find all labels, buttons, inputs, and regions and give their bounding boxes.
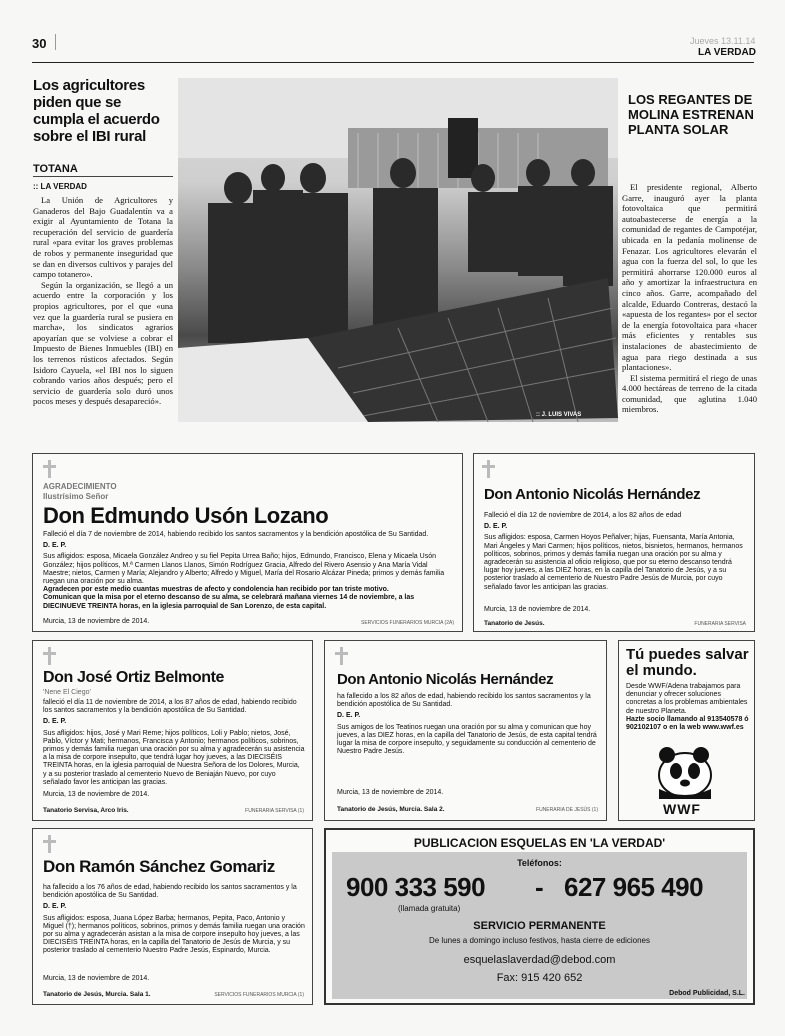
phone-free: 900 333 590 (346, 872, 486, 902)
obituary-death: Falleció el día 7 de noviembre de 2014, habiendo recibido los santos sacramentos y la bendición apostólica de Su Santidad. (43, 531, 429, 538)
publication-company: Debod Publicidad, S.L. (669, 990, 745, 997)
article1-byline: :: LA VERDAD (33, 182, 87, 191)
cross-icon (43, 647, 57, 665)
obituary-death: ha fallecido a los 82 años de edad, habiendo recibido los santos sacramentos y la bendición apostólica de Su Santidad. (337, 693, 591, 709)
obituary-text (43, 884, 305, 956)
publication-ad-title: PUBLICACION ESQUELAS EN 'LA VERDAD' (413, 836, 666, 850)
header-rule (32, 62, 754, 63)
contact-email: esquelaslaverdad@debod.com (463, 954, 616, 966)
publication-ad (324, 828, 755, 1005)
obituary-nickname: 'Nene El Ciego' (43, 689, 91, 696)
obituary-place-date: Murcia, 13 de noviembre de 2014. (484, 606, 591, 613)
obituary-name: Don Ramón Sánchez Gomariz (43, 857, 275, 876)
tanatorio: Tanatorio de Jesús. (484, 620, 545, 627)
article1-location-rule (33, 176, 173, 177)
obituary-dep: D. E. P. (337, 712, 361, 720)
cross-icon (43, 460, 57, 478)
obituary-dep: D. E. P. (43, 903, 67, 911)
free-call-note: (llamada gratuita) (398, 904, 461, 913)
panda-icon (649, 743, 719, 799)
funeral-home: SERVICIOS FUNERARIOS MURCIA (1) (214, 992, 304, 998)
obituary-dep: D. E. P. (43, 542, 67, 550)
wwf-title: Tú puedes salvar el mundo. (626, 646, 749, 679)
tanatorio: Tanatorio de Jesús, Murcia. Sala 1. (43, 991, 151, 998)
tanatorio: Tanatorio de Jesús, Murcia. Sala 2. (337, 806, 445, 813)
article2-body (622, 182, 757, 415)
wwf-member: Hazte socio llamando al 913540578 ó 902102107 o en la web www.wwf.es (626, 716, 749, 732)
wwf-body: Desde WWF/Adena trabajamos para denunciar y ofrecer soluciones concretas a los problemas ambientales de nuestro Planeta. (626, 683, 748, 715)
obituary-name: Don José Ortiz Belmonte (43, 669, 225, 686)
photo-credit: :: J. LUIS VIVAS (536, 412, 582, 418)
cross-icon (43, 835, 57, 853)
obituary-uson-lozano (32, 453, 463, 632)
obituary-survivors: Sus amigos de los Teatinos ruegan una oración por su alma y comunican que hoy jueves, a las DIEZ horas, en la capilla del Tanatorio de Jesús, de esta capital tendrá lugar la misa de corpore insepulto, y seguidamente su conducción al cementerio de Nuestro Padre Jesús. (337, 723, 597, 756)
obituary-label: AGRADECIMIENTO (43, 482, 117, 491)
article1-paragraph: Según la organización, se llegó a un acuerdo entre la corporación y los propios agricultores, por el que «una vez que la guardería rural se pusiera en marcha», los sindicatos agrarios apoyarían que se volviese a cobrar el Impuesto de Bienes Inmuebles (IBI) en los terrenos rústicos afectados. Según Isidoro Cayuela, «el IBI nos lo siguen cobrando varios años después; pero el servicio de guardería solo duró unos pocos meses y después desapareció». (33, 279, 173, 407)
obituary-text (43, 531, 453, 611)
obituary-death: falleció el día 11 de noviembre de 2014, a los 87 años de edad, habiendo recibido los santos sacramentos y la bendición apostólica de Su Santidad. (43, 699, 297, 715)
article2-paragraph: El presidente regional, Alberto Garre, inauguró ayer la planta fotovoltaica que permitirá autoabastecerse de energía a la comunidad de regantes de Campotéjar, ubicada en la pedanía molinense de Fenazar. Los agricultores elevarán el agua con la fuerza del sol, lo que les permitirá ahorrarse 120.000 euros al año y amortizar la infraestructura en cinco años. Garre, acompañado del alcalde, Eduardo Contreras, destacó la «apuesta de los regantes» por el sector de la energía fotovoltaica para «hacer más eficientes y rentables sus instalaciones de abastecimiento de agua para riego destinada a sus plantaciones». (622, 182, 757, 373)
obituary-nicolas-hernandez-family (473, 453, 755, 632)
obituary-place-date: Murcia, 13 de noviembre de 2014. (337, 789, 444, 796)
phone-mobile: 627 965 490 (564, 872, 704, 902)
obituary-ortiz-belmonte (32, 640, 313, 821)
funeral-home: SERVICIOS FUNERARIOS MURCIA (2A) (361, 620, 454, 626)
obituary-text (337, 693, 597, 756)
obituary-place-date: Murcia, 13 de noviembre de 2014. (43, 618, 150, 625)
obituary-sanchez-gomariz (32, 828, 313, 1005)
service-hours: De lunes a domingo incluso festivos, hasta cierre de ediciones (428, 936, 650, 945)
article2-paragraph: El sistema permitirá el riego de unas 4.000 hectáreas de terreno de la citada comunidad, que aglutina 1.040 miembros. (622, 372, 757, 415)
wwf-ad (618, 640, 755, 821)
news-photo-solar-plant (178, 78, 618, 422)
cross-icon (482, 460, 496, 478)
obituary-name: Don Antonio Nicolás Hernández (337, 671, 554, 688)
obituary-text (484, 512, 746, 592)
obituary-thanks: Agradecen por este medio cuantas muestras de afecto y condolencia han recibido por tan triste motivo. (43, 586, 389, 594)
phones-label: Teléfonos: (517, 858, 562, 868)
obituary-place-date: Murcia, 13 de noviembre de 2014. (43, 791, 150, 798)
page-number: 30 (32, 36, 47, 51)
obituary-death: Falleció el día 12 de noviembre de 2014, a los 82 años de edad (484, 512, 682, 519)
obituary-text (43, 699, 305, 787)
phone-separator: - (535, 872, 544, 902)
article2-headline: LOS REGANTES DE MOLINA ESTRENAN PLANTA SOLAR (628, 92, 754, 137)
obituary-dep: D. E. P. (43, 718, 67, 726)
photo-illustration (178, 78, 618, 422)
cross-icon (335, 647, 349, 665)
header-divider (55, 34, 56, 50)
publication-name: LA VERDAD (698, 47, 756, 58)
publication-ad-panel (332, 852, 747, 999)
obituary-nicolas-hernandez-friends (324, 640, 607, 821)
obituary-survivors: Sus afligidos: esposa, Carmen Hoyos Peñalver; hijas, Fuensanta, María Antonia, Mari Ángeles y Mari Carmen; hijos políticos, nietos, bisnietos, hermanos, hermanos políticos, sobrinos, primos y demás familia ruegan una oración por su alma y agradecerán su asistencia al oficio religioso, que por su eterno descanso tendrá lugar hoy jueves, a las DIEZ horas, en la capilla del Tanatorio de Jesús, y a su posterior traslado al cementerio de Nuestro Padre Jesús de Murcia, por cuyo señalado favor les anticipan las gracias. (484, 534, 743, 591)
obituary-dep: D. E. P. (484, 523, 508, 531)
article1-location: TOTANA (33, 163, 78, 175)
obituary-place-date: Murcia, 13 de noviembre de 2014. (43, 975, 150, 982)
obituary-name: Don Antonio Nicolás Hernández (484, 486, 701, 503)
article1-body (33, 195, 173, 407)
funeral-home: FUNERARIA SERVISA (1) (245, 808, 304, 814)
article1-paragraph: La Unión de Agricultores y Ganaderos del Bajo Guadalentín va a exigir al Ayuntamiento de Totana la recuperación del servicio de guardería rural «para evitar los graves problemas de robos y permanente inseguridad que se dan en diversos cultivos y parajes del campo totanero». (33, 195, 173, 280)
funeral-home: FUNERARIA DE JESÚS (1) (536, 807, 598, 813)
contact-fax: Fax: 915 420 652 (496, 972, 583, 984)
obituary-survivors: Sus afligidos: esposa, Juana López Barba; hermanos, Pepita, Paco, Antonio y Miguel (†); hermanos políticos, sobrinos, primos y demás familia ruegan una oración por su alma y agradecerán asistan a la misa de corpore insepulto hoy jueves, a las DIECISÉIS TREINTA horas, en la capilla del Tanatorio de Jesús de Murcia, y su posterior traslado al cementerio Nuestro Padre Jesús, Espinardo, Murcia. (43, 914, 305, 955)
obituary-notice: Comunican que la misa por el eterno descanso de su alma, se celebrará mañana viernes 14 de noviembre, a las DIECINUEVE TREINTA horas, en la iglesia parroquial de San Lorenzo, de esta capital. (43, 594, 415, 610)
service-label: SERVICIO PERMANENTE (473, 920, 606, 932)
obituary-survivors: Sus afligidos: hijos, José y Mari Reme; hijos políticos, Loli y Pablo; nietos, José, Pablo, Víctor y Mati; hermanos, Francisca y Antonio; hermanos políticos, sobrinos, primos y demás familia ruegan una oración por su alma y agradecerán su asistencia a la misa de corpore insepulto, que tendrá lugar hoy jueves, a las DIECISÉIS TREINTA horas, en la iglesia parroquial de Nuestra Señora de los Dolores, Murcia, y a su posterior traslado al cementerio Nuevo de Beniaján Nuevo, por cuyo señalado favor les anticipan las gracias. (43, 729, 305, 786)
obituary-name: Don Edmundo Usón Lozano (43, 503, 329, 528)
obituary-survivors: Sus afligidos: esposa, Micaela González Andreo y su fiel Pepita Urrea Baño; hijos, Edmundo, Francisco, Elena y Micaela Usón González; hijos políticos, M.ª Carmen Llanos Llanos, Simón Rodríguez Gracia, Alfredo del Rivero Asensio y Ana María Vidal Maestre; nietos, Carmen y María; Alejandro y Alberto; Alfredo y Miguel, María del Rosario Alcázar Pineda; primos y demás familia ruegan una oración por su alma. (43, 553, 445, 586)
header-date: Jueves 13.11.14 (690, 36, 756, 46)
obituary-death: ha fallecido a los 76 años de edad, habiendo recibido los santos sacramentos y la bendición apostólica de Su Santidad. (43, 884, 297, 900)
tanatorio: Tanatorio Servisa, Arco Iris. (43, 807, 129, 814)
obituary-honorific: Ilustrísimo Señor (43, 492, 109, 501)
wwf-logo-text: WWF (663, 801, 701, 817)
article1-headline: Los agricultores piden que se cumpla el acuerdo sobre el IBI rural (33, 77, 160, 145)
funeral-home: FUNERARIA SERVISA (694, 621, 746, 627)
